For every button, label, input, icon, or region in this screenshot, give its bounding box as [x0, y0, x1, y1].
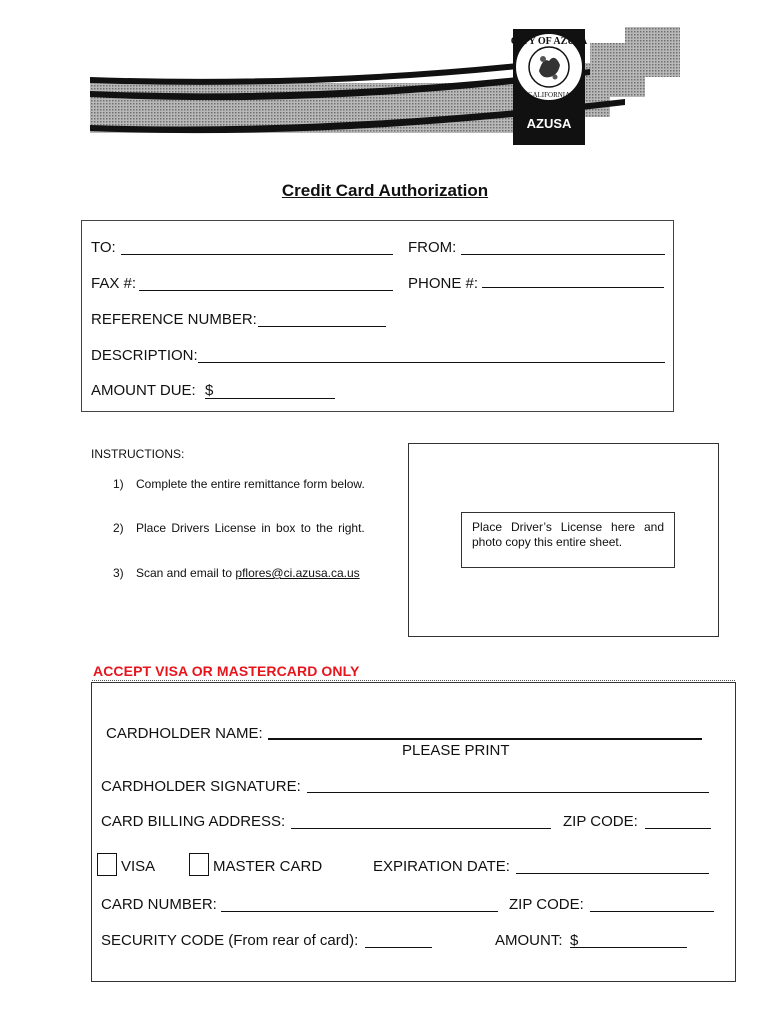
fax-field[interactable] — [139, 290, 393, 291]
reference-number-field[interactable] — [258, 326, 386, 327]
city-of-azusa-header — [85, 25, 685, 155]
instruction-1-number: 1) — [113, 477, 124, 491]
instruction-3-prefix: Scan and email to — [136, 566, 236, 580]
phone-label: PHONE #: — [408, 275, 479, 292]
expiration-date-field[interactable] — [516, 873, 709, 874]
amount-field[interactable] — [570, 947, 687, 948]
billing-address-label: CARD BILLING ADDRESS: — [101, 813, 286, 830]
visa-checkbox[interactable] — [97, 853, 117, 876]
signature-field[interactable] — [307, 792, 709, 793]
master-card-label: MASTER CARD — [213, 858, 323, 875]
card-number-field[interactable] — [221, 911, 498, 912]
fax-label: FAX #: — [91, 275, 137, 292]
svg-text:CALIFORNIA: CALIFORNIA — [527, 91, 571, 99]
amount-due-field[interactable] — [205, 398, 335, 399]
notice-divider — [92, 680, 735, 681]
from-label: FROM: — [408, 239, 457, 256]
currency-symbol: $ — [205, 382, 214, 399]
description-field[interactable] — [198, 362, 665, 363]
amount-currency-symbol: $ — [570, 932, 579, 949]
email-link[interactable]: pflores@ci.azusa.ca.us — [235, 566, 360, 580]
card-number-label: CARD NUMBER: — [101, 896, 217, 913]
license-note-box — [461, 512, 675, 568]
amount-due-label: AMOUNT DUE: — [91, 382, 196, 399]
svg-text:CITY OF AZUSA: CITY OF AZUSA — [510, 36, 588, 47]
instructions-heading: INSTRUCTIONS: — [91, 447, 185, 461]
instruction-3-number: 3) — [113, 566, 124, 580]
svg-text:AZUSA: AZUSA — [526, 116, 572, 131]
security-code-label: SECURITY CODE (From rear of card): — [101, 932, 359, 949]
card-zip-label: ZIP CODE: — [509, 896, 584, 913]
reference-number-label: REFERENCE NUMBER: — [91, 311, 257, 328]
amount-label: AMOUNT: — [495, 932, 563, 949]
billing-zip-field[interactable] — [645, 828, 711, 829]
page-title: Credit Card Authorization — [281, 181, 489, 200]
cardholder-name-field[interactable] — [268, 738, 702, 740]
master-card-checkbox[interactable] — [189, 853, 209, 876]
billing-address-field[interactable] — [291, 828, 551, 829]
to-label: TO: — [91, 239, 116, 256]
instruction-2-number: 2) — [113, 521, 124, 535]
expiration-date-label: EXPIRATION DATE: — [373, 858, 510, 875]
accept-notice: ACCEPT VISA OR MASTERCARD ONLY — [93, 663, 360, 679]
please-print-note: PLEASE PRINT — [402, 742, 510, 759]
security-code-field[interactable] — [365, 947, 432, 948]
description-label: DESCRIPTION: — [91, 347, 198, 364]
card-zip-field[interactable] — [590, 911, 714, 912]
instruction-3-text — [136, 566, 360, 580]
instruction-1-text: Complete the entire remittance form below. — [136, 477, 365, 491]
signature-label: CARDHOLDER SIGNATURE: — [101, 778, 301, 795]
to-field[interactable] — [121, 254, 393, 255]
phone-field[interactable] — [482, 287, 664, 288]
visa-label: VISA — [121, 858, 156, 875]
billing-zip-label: ZIP CODE: — [563, 813, 638, 830]
instruction-2-text: Place Drivers License in box to the right. — [136, 521, 365, 535]
license-note-text: Place Driver’s License here and photo copy this entire sheet. — [472, 520, 664, 549]
cardholder-name-label: CARDHOLDER NAME: — [106, 725, 263, 742]
from-field[interactable] — [461, 254, 665, 255]
